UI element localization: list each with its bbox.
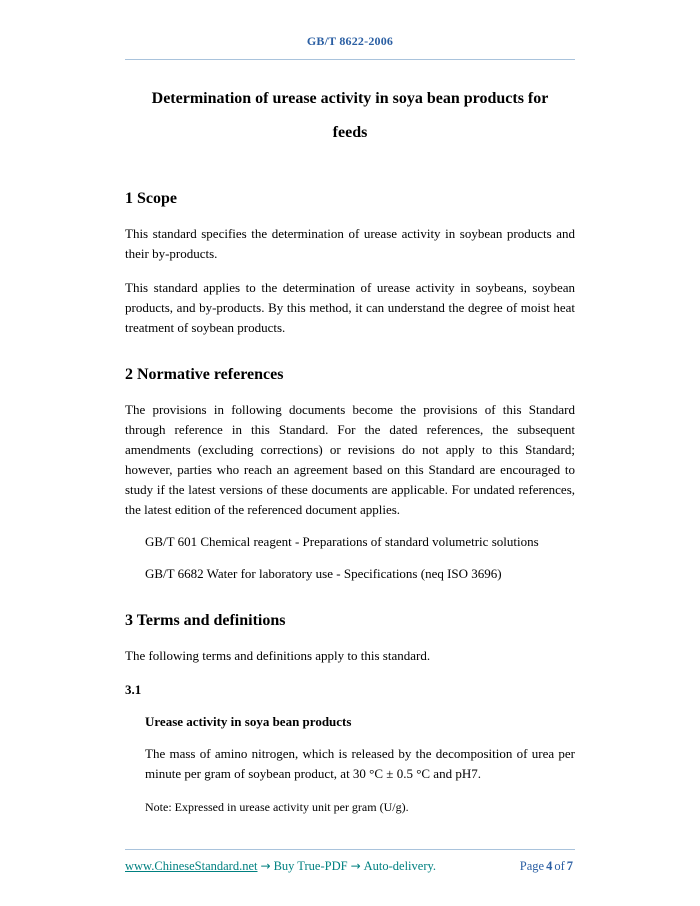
normative-reference-1: GB/T 601 Chemical reagent - Preparations of standard volumetric solutions bbox=[145, 534, 539, 549]
buy-pdf-label: Buy True-PDF bbox=[273, 859, 348, 873]
footer-divider bbox=[125, 849, 575, 850]
title-line-2: feeds bbox=[332, 124, 368, 141]
terms-paragraph-1: The following terms and definitions apply to this standard. bbox=[125, 648, 431, 663]
page-header bbox=[0, 0, 700, 60]
page-footer bbox=[125, 849, 575, 874]
auto-delivery-label: Auto-delivery. bbox=[363, 859, 437, 873]
title-line-1: Determination of urease activity in soya bean products for bbox=[151, 90, 549, 107]
section-heading-terms: 3 Terms and definitions bbox=[125, 612, 286, 629]
header-divider bbox=[125, 59, 575, 60]
normative-paragraph-1: The provisions in following documents become the provisions of this Standard through reference in this Standard. For the dated references, the subsequent amendments (excluding corrections) or revisions do not apply to this Standard; however, parties who reach an agreement based on this Standard are encouraged to study if the latest versions of these documents are applicable. For undated references, the latest edition of the referenced document applies. bbox=[125, 402, 575, 517]
current-page-number: 4 bbox=[546, 859, 553, 873]
section-heading-scope: 1 Scope bbox=[125, 190, 177, 207]
term-definition: The mass of amino nitrogen, which is released by the decomposition of urea per minute per gram of soybean product, at 30 °C ± 0.5 °C and pH7. bbox=[145, 746, 575, 781]
document-title bbox=[125, 88, 575, 144]
of-label: of bbox=[554, 859, 565, 873]
total-page-number: 7 bbox=[566, 859, 573, 873]
scope-paragraph-1: This standard specifies the determination of urease activity in soybean products and their by-products. bbox=[125, 226, 575, 261]
footer-row bbox=[125, 859, 575, 874]
page-indicator bbox=[520, 859, 575, 874]
document-content bbox=[0, 88, 700, 816]
normative-reference-2: GB/T 6682 Water for laboratory use - Specifications (neq ISO 3696) bbox=[145, 566, 502, 581]
footer-branding bbox=[125, 859, 436, 874]
website-link[interactable]: www.ChineseStandard.net bbox=[125, 859, 258, 873]
document-number: GB/T 8622-2006 bbox=[306, 34, 394, 48]
scope-paragraph-2: This standard applies to the determination of urease activity in soybeans, soybean products, and by-products. By this method, it can understand the degree of moist heat treatment of soybean products. bbox=[125, 280, 575, 335]
term-title: Urease activity in soya bean products bbox=[145, 714, 352, 729]
section-heading-normative-references: 2 Normative references bbox=[125, 366, 284, 383]
clause-number: 3.1 bbox=[125, 682, 142, 697]
term-note: Note: Expressed in urease activity unit per gram (U/g). bbox=[145, 800, 409, 814]
arrow-icon: → bbox=[260, 859, 271, 873]
page-label: Page bbox=[519, 859, 545, 873]
arrow-icon: → bbox=[350, 859, 361, 873]
